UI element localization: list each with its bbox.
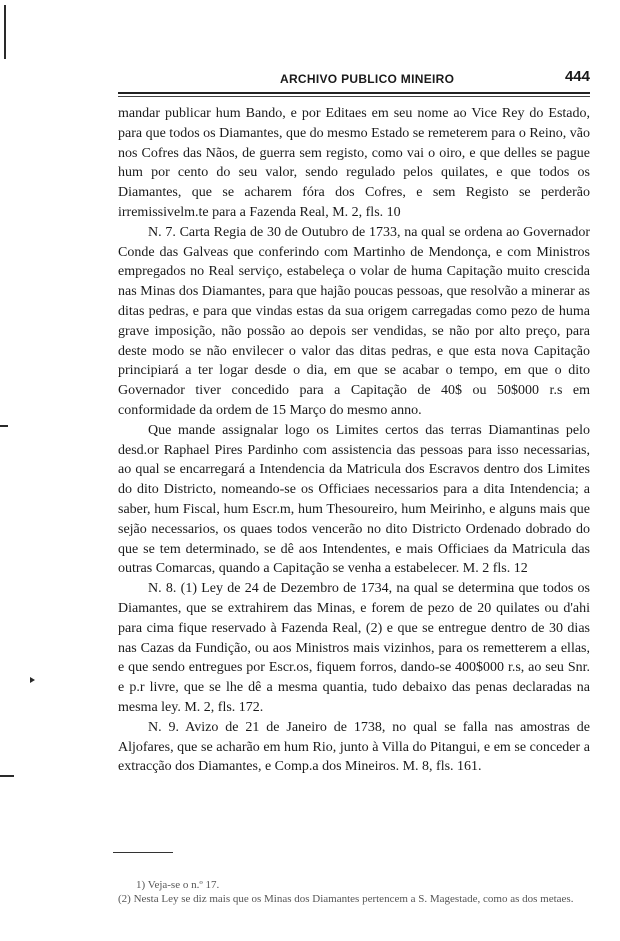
paragraph-continuation: mandar publicar hum Bando, e por Editaes em seu nome ao Vice Rey do Estado, para que todos os Diamantes, que do mesmo Estado se remeterem para o Reino, vão nos Cofres das Nãos, de guerra sem registo, como vai o oiro, e que delles se pague hum por cento do seu valor, sendo regulado pelos quilates, e que todos os Diamantes, que se acharem fóra dos Cofres, e sem Registo se perderão irremissivelm.te para a Fazenda Real, M. 2, fls. 10 (118, 106, 590, 220)
footnote-1: 1) Veja-se o n.º 17. (136, 879, 220, 891)
paragraph-n9: N. 9. Avizo de 21 de Janeiro de 1738, no qual se falla nas amostras de Aljofares, que se acharão em hum Rio, junto à Villa do Pitangui, e em se conceder a extracção dos Diamantes, e Comp.a dos Mineiros. M. 8, fls. 161. (118, 719, 590, 775)
paragraph-n8: N. 8. (1) Ley de 24 de Dezembro de 1734, na qual se determina que todos os Diamantes, que se extrahirem das Minas, e forem de pezo de 20 quilates ou d'ahi para cima fique reservado à Fazenda Real, (2) e que se entregue dentro de 30 dias nas Cazas da Fundição, ou aos Ministros mais vizinhos, para os remetterem a ellas, e que sendo entregues por Escr.os, fiquem forros, dando-se 400$000 r.s, ao seu Snr. e p.r livre, que se lhe dê a mesma quantia, tudo debaixo das penas declaradas na mesma ley. M. 2, fls. 172. (118, 581, 590, 715)
footnote-rule (113, 852, 173, 853)
margin-mark-top (4, 5, 6, 59)
header-title: ARCHIVO PUBLICO MINEIRO (280, 72, 455, 86)
margin-mark-left-dash (0, 425, 8, 427)
paragraph-n7: N. 7. Carta Regia de 30 de Outubro de 1733, na qual se ordena ao Governador Conde das Galveas que conferindo com Martinho de Mendonça, e com Ministros empregados no Real serviço, estabeleça o volar de huma Capitação muito crescida nas Minas dos Diamantes, para que hajão poucas pessoas, que resolvão a minerar as ditas pedras, e para que vindas estas da sua origem carregadas como pezo de huma grave imposição, não possão ao depois ser vendidas, se não por alto preço, para deste modo se não envilecer o valor das ditas pedras, e que esta nova Capitação principiará a ter logar desde o dia, em que se acabar o tempo, em que o dito Governador tiver concedido para a Capitação de 40$ ou 50$000 r.s em conformidade da ordem de 15 Março do mesmo anno. (118, 224, 590, 418)
footnotes (118, 878, 590, 906)
running-header (118, 66, 590, 90)
paragraph-limites: Que mande assignalar logo os Limites certos das terras Diamantinas pelo desd.or Raphael Pires Pardinho com assistencia das pessoas para isso necessarias, ao qual se encarregará a Intendencia da Matricula dos Escravos dentro dos Limites do dito Districto, nomeando-se os Officiaes necessarios para a dita Intendencia; a saber, hum Fiscal, hum Escr.m, hum Thesoureiro, hum Meirinho, e alguns mais que sejão necessarios, os quaes todos vencerão no dito Districto Ordenado dobrado do que se tem determinado, se dê aos Intendentes, e mais Officiaes da Matricula das outras Comarcas, quando a Capitação se venha a estabelecer. M. 2 fls. 12 (118, 422, 590, 577)
margin-mark-arrow (30, 677, 35, 683)
body-text (118, 104, 590, 777)
footnote-2: (2) Nesta Ley se diz mais que os Minas dos Diamantes pertencem a S. Magestade, como as dos metaes. (118, 893, 574, 905)
page-number: 444 (564, 68, 590, 85)
header-rule (118, 92, 590, 94)
margin-mark-bottom-dash (0, 775, 14, 777)
header-rule-thin (118, 96, 590, 97)
